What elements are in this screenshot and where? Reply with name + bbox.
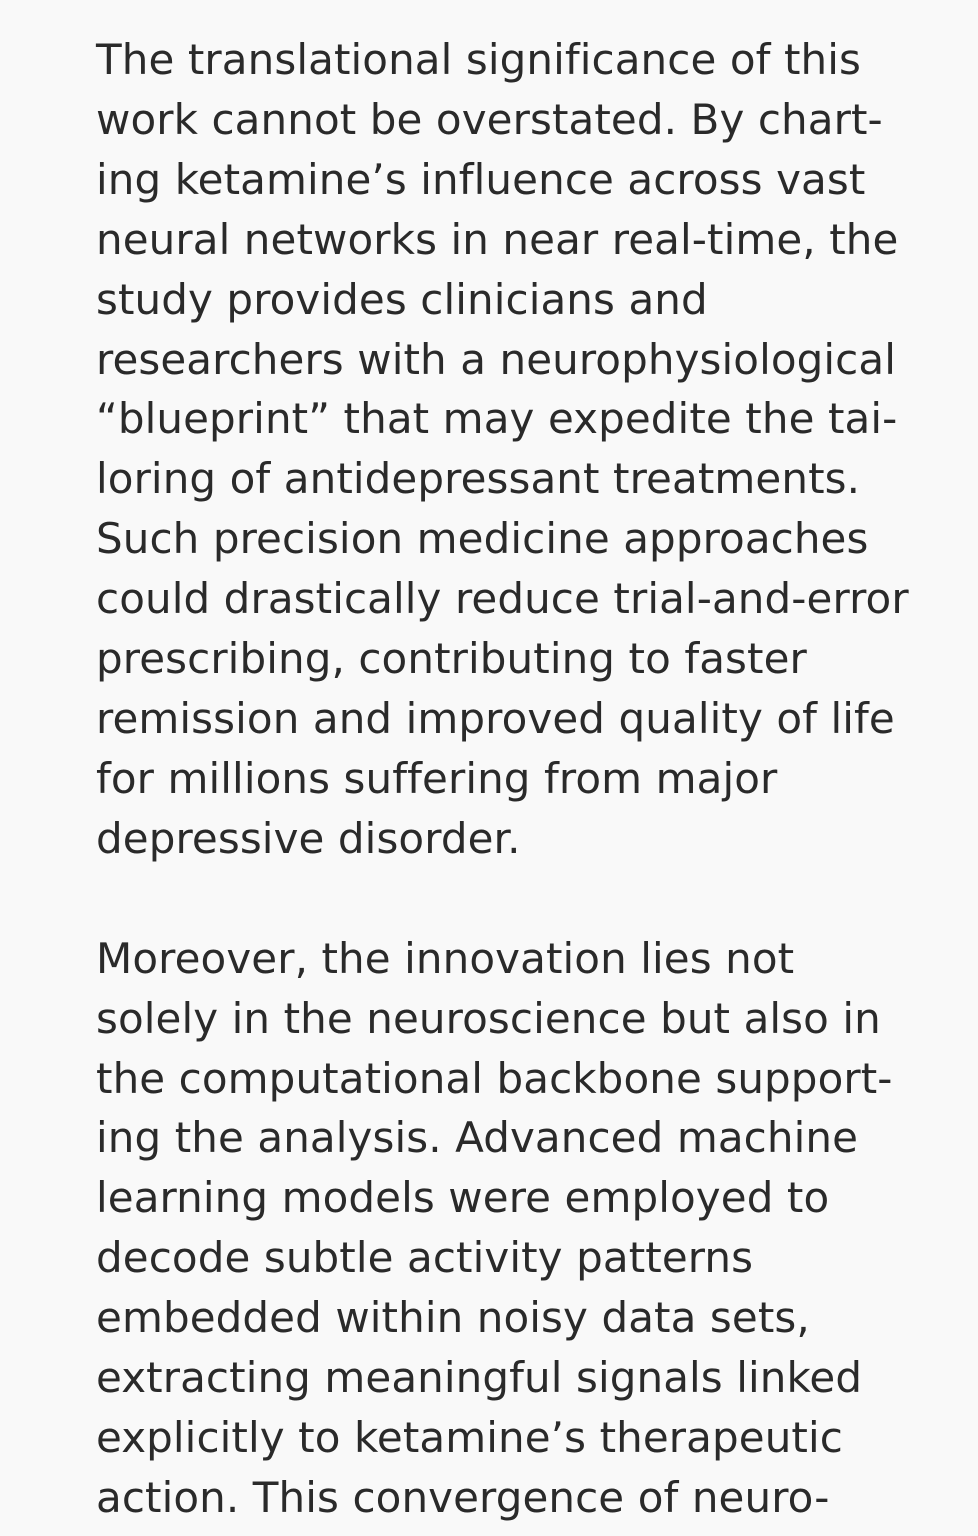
text-line: loring of antidepressant treatments. bbox=[96, 454, 861, 504]
text-line: Such precision medicine approaches bbox=[96, 514, 869, 564]
text-line: depressive disorder. bbox=[96, 813, 521, 863]
text-line: solely in the neuroscience but also in bbox=[96, 993, 881, 1043]
text-line: “blueprint” that may expedite the tai- bbox=[96, 394, 898, 444]
text-line: remission and improved quality of life bbox=[96, 693, 895, 743]
paragraph-spacer bbox=[96, 869, 896, 929]
paragraph-2 bbox=[96, 929, 896, 1528]
article-body bbox=[96, 30, 909, 1528]
text-line: researchers with a neurophysiological bbox=[96, 334, 896, 384]
text-line: Moreover, the innovation lies not bbox=[96, 933, 795, 983]
text-line: neural networks in near real-time, the bbox=[96, 214, 899, 264]
text-line: decode subtle activity patterns bbox=[96, 1233, 754, 1283]
text-line: action. This convergence of neuro- bbox=[96, 1472, 830, 1522]
text-line: work cannot be overstated. By chart- bbox=[96, 94, 883, 144]
paragraph-1 bbox=[96, 30, 909, 869]
text-line: learning models were employed to bbox=[96, 1173, 830, 1223]
text-line: ing the analysis. Advanced machine bbox=[96, 1113, 859, 1163]
text-line: could drastically reduce trial-and-error bbox=[96, 574, 909, 624]
text-line: embedded within noisy data sets, bbox=[96, 1293, 810, 1343]
text-line: prescribing, contributing to faster bbox=[96, 634, 807, 684]
text-line: extracting meaningful signals linked bbox=[96, 1353, 863, 1403]
text-line: ing ketamine’s influence across vast bbox=[96, 154, 866, 204]
text-line: for millions suffering from major bbox=[96, 753, 778, 803]
text-line: study provides clinicians and bbox=[96, 274, 708, 324]
text-line: the computational backbone support- bbox=[96, 1053, 893, 1103]
text-line: The translational significance of this bbox=[96, 35, 862, 84]
text-line: explicitly to ketamine’s therapeutic bbox=[96, 1412, 843, 1462]
